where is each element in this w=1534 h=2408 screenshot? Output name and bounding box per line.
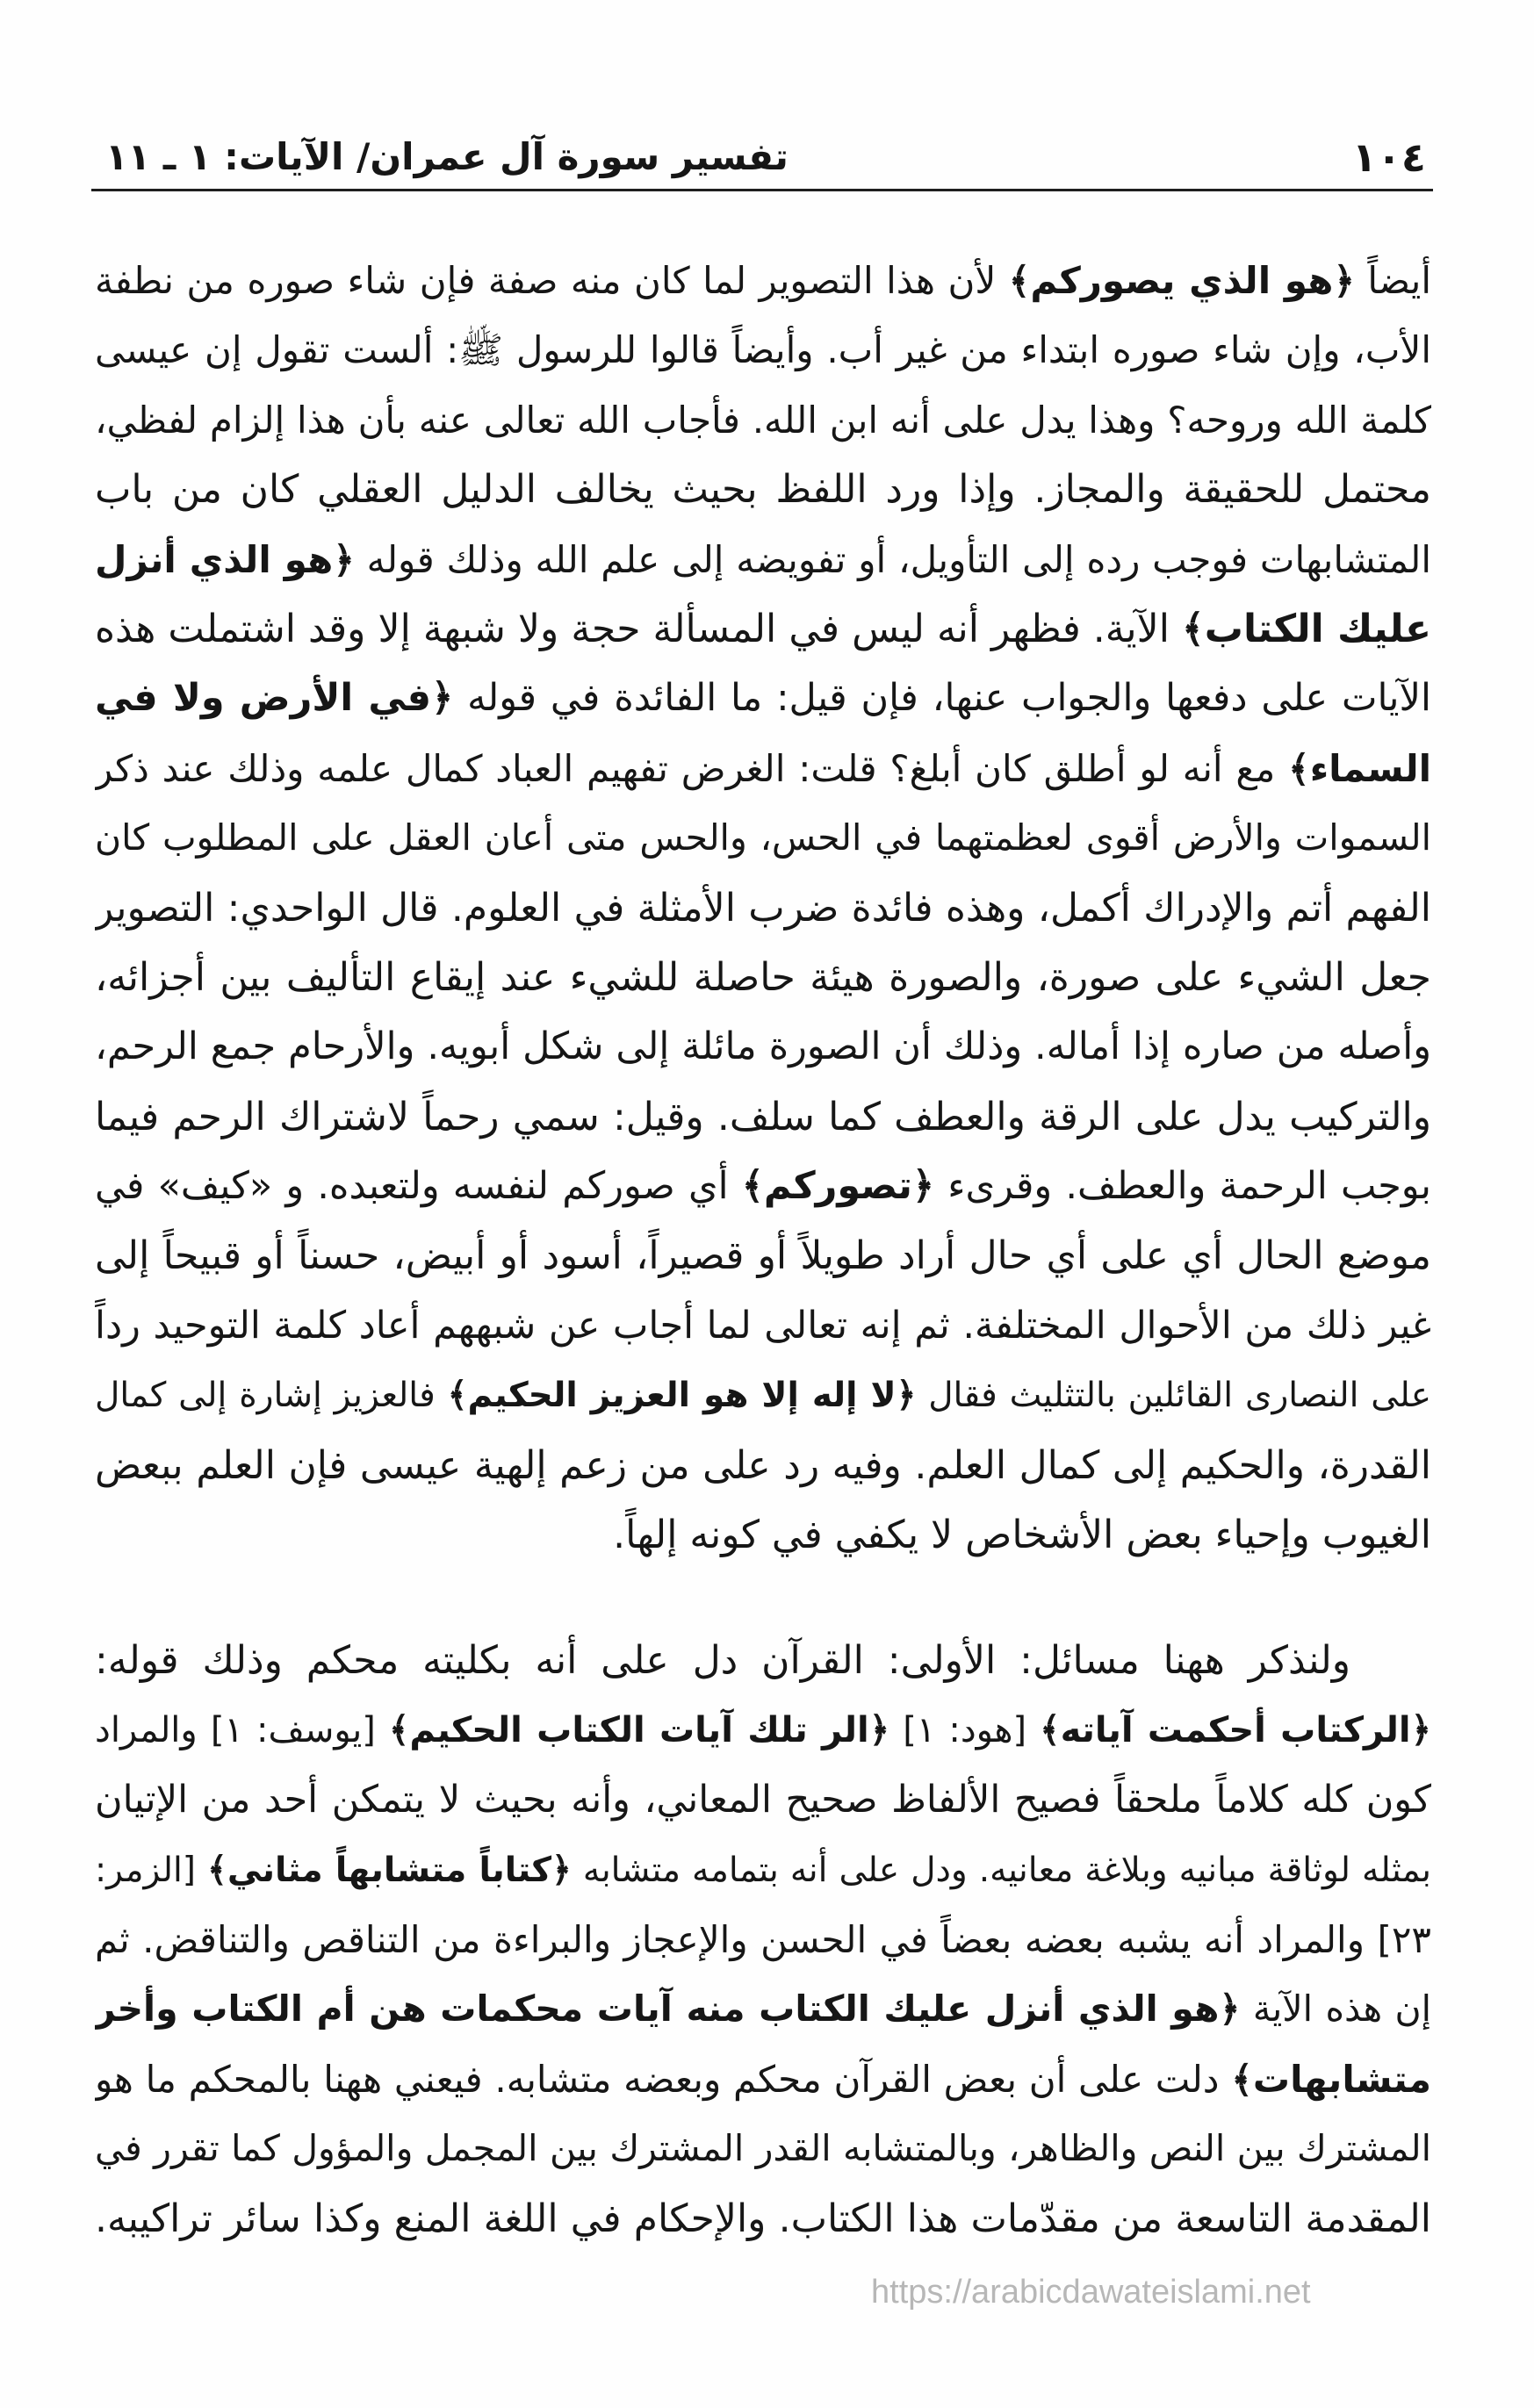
quran-quote: ﴿هو الذي يصوركم﴾ <box>1008 259 1355 302</box>
text-line: جعل الشيء على صورة، والصورة هيئة حاصلة للشيء عند إيقاع التأليف بين أجزائه، <box>95 954 1431 1000</box>
quran-quote: عليك الكتاب﴾ <box>1182 606 1431 651</box>
text-line <box>95 594 1431 664</box>
watermark-url: https://arabicdawateislami.net <box>871 2274 1311 2311</box>
text-line <box>95 1836 1431 1905</box>
text-segment: الآية. فظهر أنه ليس في المسألة حجة ولا شبهة إلا وقد اشتملت هذه <box>95 606 1182 651</box>
quran-quote: ﴿الركتاب أحكمت آياته﴾ <box>1040 1709 1431 1750</box>
text-segment: المتشابهات فوجب رده إلى التأويل، أو تفويضه إلى علم الله وذلك قوله <box>354 537 1431 581</box>
main-text <box>95 246 1431 2253</box>
quran-quote: السماء﴾ <box>1288 746 1431 790</box>
text-segment: [يوسف: ١] والمراد <box>95 1709 389 1750</box>
quran-quote: ﴿هو الذي أنزل عليك الكتاب منه آيات محكمات هن أم الكتاب وأخر <box>95 1987 1241 2031</box>
text-segment: بمثله لوثاقة مبانيه وبلاغة معانيه. ودل على أنه بتمامه متشابه <box>571 1850 1431 1890</box>
text-line: والتركيب يدل على الرقة والعطف كما سلف. وقيل: سمي رحماً لاشتراك الرحم فيما <box>95 1094 1431 1139</box>
text-segment: الآيات على دفعها والجواب عنها، فإن قيل: ما الفائدة في قوله <box>453 676 1431 721</box>
text-segment: أيضاً <box>1354 259 1431 302</box>
text-segment: لأن هذا التصوير لما كان منه صفة فإن شاء صوره من نطفة <box>95 259 1009 302</box>
text-segment: مع أنه لو أطلق كان أبلغ؟ قلت: الغرض تفهيم العباد كمال علمه وذلك عند ذكر <box>95 746 1289 790</box>
text-line: محتمل للحقيقة والمجاز. وإذا ورد اللفظ بحيث يخالف الدليل العقلي كان من باب <box>95 467 1431 513</box>
text-line: الغيوب وإحياء بعض الأشخاص لا يكفي في كونه إلهاً. <box>613 1513 1431 1558</box>
text-line: موضع الحال أي على أي حال أراد طويلاً أو قصيراً، أسود أو أبيض، حسناً أو قبيحاً إلى <box>95 1233 1431 1279</box>
quran-quote: ﴿كتاباً متشابهاً مثاني﴾ <box>207 1850 572 1890</box>
quran-quote: ﴿لا إله إلا هو العزيز الحكيم﴾ <box>447 1376 917 1416</box>
text-segment: على النصارى القائلين بالتثليث فقال <box>916 1376 1431 1416</box>
text-segment: دلت على أن بعض القرآن محكم وبعضه متشابه. فيعني ههنا بالمحكم ما هو <box>95 2057 1232 2101</box>
text-line <box>95 1152 1431 1221</box>
text-line <box>95 246 1431 315</box>
verse-reference: [الزمر: <box>95 1850 208 1890</box>
text-line <box>95 2045 1431 2114</box>
page-number: ١٠٤ <box>1351 133 1426 181</box>
text-line <box>95 1696 1431 1765</box>
text-line: الفهم أتم والإدراك أكمل، وهذه فائدة ضرب الأمثلة في العلوم. قال الواحدي: التصوير <box>95 885 1431 931</box>
paragraph <box>95 246 1431 1570</box>
quran-quote: ﴿في الأرض ولا في <box>95 676 454 721</box>
text-line <box>95 734 1431 803</box>
quran-quote: ﴿تصوركم﴾ <box>741 1164 935 1209</box>
text-line <box>95 1361 1431 1430</box>
text-line: ولنذكر ههنا مسائل: الأولى: القرآن دل على أنه بكليته محكم وذلك قوله: <box>95 1638 1350 1684</box>
text-line: السموات والأرض أقوى لعظمتهما في الحس، والحس متى أعان العقل على المطلوب كان <box>95 816 1431 859</box>
text-segment: فالعزيز إشارة إلى كمال <box>95 1376 448 1416</box>
text-line: القدرة، والحكيم إلى كمال العلم. وفيه رد على من زعم إلهية عيسى فإن العلم ببعض <box>95 1442 1431 1488</box>
running-title: تفسير سورة آل عمران/ الآيات: ١ ـ ١١ <box>105 135 789 178</box>
text-line: المشترك بين النص والظاهر، وبالمتشابه القدر المشترك بين المجمل والمؤول كما تقرر في <box>95 2127 1431 2170</box>
text-line <box>95 525 1431 594</box>
text-line <box>95 1974 1431 2044</box>
verse-reference: [هود: ١] <box>889 1709 1041 1750</box>
quran-quote: ﴿هو الذي أنزل <box>95 537 355 581</box>
text-line: الأب، وإن شاء صوره ابتداء من غير أب. وأيضاً قالوا للرسول ﷺ: ألست تقول إن عيسى <box>95 328 1431 372</box>
text-line: وأصله من صاره إذا أماله. وذلك أن الصورة مائلة إلى شكل أبويه. والأرحام جمع الرحم، <box>95 1024 1431 1069</box>
quran-quote: متشابهات﴾ <box>1231 2057 1431 2101</box>
text-line: كلمة الله وروحه؟ وهذا يدل على أنه ابن الله. فأجاب الله تعالى عنه بأن هذا إلزام لفظي، <box>95 398 1431 442</box>
paragraph <box>95 1626 1431 2253</box>
text-segment: بوجب الرحمة والعطف. وقرىء <box>934 1164 1431 1209</box>
text-line: غير ذلك من الأحوال المختلفة. ثم إنه تعالى لما أجاب عن شبههم أعاد كلمة التوحيد رداً <box>95 1303 1431 1348</box>
text-line <box>95 664 1431 733</box>
text-line: المقدمة التاسعة من مقدّمات هذا الكتاب. والإحكام في اللغة المنع وكذا سائر تراكيبه. <box>95 2196 1431 2241</box>
text-line: كون كله كلاماً ملحقاً فصيح الألفاظ صحيح المعاني، وأنه بحيث لا يتمكن أحد من الإتيان <box>95 1778 1431 1822</box>
text-segment: إن هذه الآية <box>1240 1987 1431 2031</box>
text-segment: أي صوركم لنفسه ولتعبده. و «كيف» في <box>95 1164 742 1209</box>
quran-quote: ﴿الر تلك آيات الكتاب الحكيم﴾ <box>388 1709 890 1750</box>
running-header <box>91 128 1433 191</box>
text-line: ٢٣] والمراد أنه يشبه بعضه بعضاً في الحسن والإعجاز والبراءة من التناقص والتناقض. ثم <box>95 1917 1431 1961</box>
